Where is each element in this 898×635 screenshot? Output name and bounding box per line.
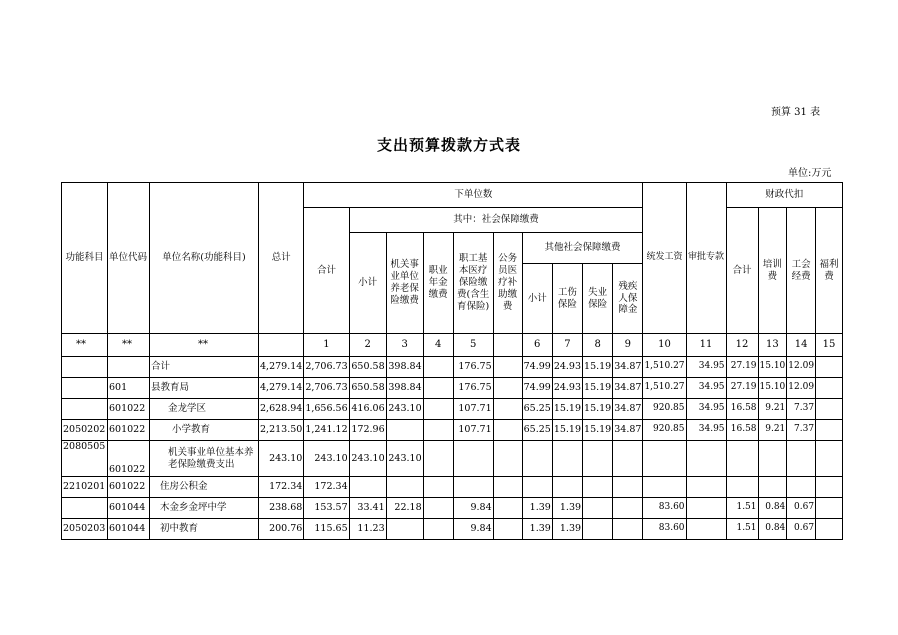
col-header-approval: 审批专款: [686, 183, 726, 334]
col-header-medical: 职工基本医疗保险缴费(含生育保险): [453, 233, 493, 334]
amount-cell: [583, 519, 613, 540]
amount-cell: 0.84: [758, 498, 787, 519]
amount-cell: [758, 477, 787, 498]
amount-cell: 243.10: [386, 441, 423, 477]
code-cell: [62, 357, 108, 378]
amount-cell: 9.84: [453, 498, 493, 519]
amount-cell: 15.19: [552, 420, 582, 441]
code-cell: 601022: [108, 399, 150, 420]
amount-cell: 1.39: [522, 498, 552, 519]
amount-cell: [686, 477, 726, 498]
amount-cell: 24.93: [552, 357, 582, 378]
col-header-allocation: 下单位数: [304, 183, 643, 208]
code-cell: [62, 378, 108, 399]
amount-cell: [726, 477, 758, 498]
index-cell: 13: [758, 334, 787, 357]
amount-cell: 0.84: [758, 519, 787, 540]
index-cell: 7: [552, 334, 582, 357]
code-cell: 2050202: [62, 420, 108, 441]
amount-cell: [643, 441, 686, 477]
index-cell: 1: [304, 334, 349, 357]
index-cell: [493, 334, 522, 357]
amount-cell: [816, 477, 843, 498]
table-row: [62, 357, 843, 378]
amount-cell: [686, 441, 726, 477]
amount-cell: 34.95: [686, 399, 726, 420]
amount-cell: 1,656.56: [304, 399, 349, 420]
amount-cell: [643, 477, 686, 498]
amount-cell: 1,510.27: [643, 357, 686, 378]
amount-cell: [423, 399, 453, 420]
page-title: 支出预算拨款方式表: [376, 136, 521, 154]
amount-cell: [349, 477, 386, 498]
amount-cell: 16.58: [726, 399, 758, 420]
index-cell: 15: [816, 334, 843, 357]
amount-cell: [493, 441, 522, 477]
index-cell: 5: [453, 334, 493, 357]
table-row: [62, 399, 843, 420]
budget-table-number: 预算 31 表: [771, 107, 821, 118]
col-header-training: 培训费: [758, 208, 787, 334]
amount-cell: [423, 477, 453, 498]
code-cell: [108, 357, 150, 378]
amount-cell: 416.06: [349, 399, 386, 420]
amount-cell: [816, 378, 843, 399]
amount-cell: [493, 519, 522, 540]
unit-name-cell: 木金乡金坪中学: [150, 498, 259, 519]
amount-cell: 33.41: [349, 498, 386, 519]
amount-cell: 153.57: [304, 498, 349, 519]
amount-cell: [816, 420, 843, 441]
amount-cell: [423, 420, 453, 441]
amount-cell: 16.58: [726, 420, 758, 441]
amount-cell: [613, 477, 643, 498]
amount-cell: 920.85: [643, 420, 686, 441]
index-cell: 6: [522, 334, 552, 357]
amount-cell: 27.19: [726, 378, 758, 399]
code-cell: 2210201: [62, 477, 108, 498]
col-header-welfare: 福利费: [816, 208, 843, 334]
amount-cell: 22.18: [386, 498, 423, 519]
amount-cell: [493, 399, 522, 420]
amount-cell: 200.76: [259, 519, 304, 540]
index-cell: 14: [787, 334, 816, 357]
index-cell: 4: [423, 334, 453, 357]
index-cell: 3: [386, 334, 423, 357]
amount-cell: [493, 378, 522, 399]
col-header-union: 工会经费: [787, 208, 816, 334]
amount-cell: 15.10: [758, 357, 787, 378]
amount-cell: [552, 441, 582, 477]
unit-name-cell: 住房公积金: [150, 477, 259, 498]
amount-cell: 74.99: [522, 378, 552, 399]
amount-cell: 15.19: [583, 399, 613, 420]
col-header-wages: 统发工资: [643, 183, 686, 334]
amount-cell: 4,279.14: [259, 378, 304, 399]
appropriation-table: [61, 182, 843, 540]
code-cell: [62, 399, 108, 420]
amount-cell: 1.51: [726, 498, 758, 519]
amount-cell: 34.95: [686, 357, 726, 378]
amount-cell: 2,213.50: [259, 420, 304, 441]
col-header-unit-code: 单位代码: [108, 183, 150, 334]
col-header-hj: 合计: [304, 208, 349, 334]
amount-cell: 7.37: [787, 399, 816, 420]
code-cell: 601044: [108, 498, 150, 519]
amount-cell: [613, 441, 643, 477]
amount-cell: 15.19: [583, 420, 613, 441]
index-cell: **: [108, 334, 150, 357]
amount-cell: [423, 378, 453, 399]
code-cell: 601022: [108, 420, 150, 441]
table-row: [62, 378, 843, 399]
amount-cell: [787, 477, 816, 498]
unit-name-cell: 机关事业单位基本养老保险缴费支出: [150, 441, 259, 477]
amount-cell: 24.93: [552, 378, 582, 399]
amount-cell: [816, 357, 843, 378]
table-row: [62, 441, 843, 477]
index-cell: **: [62, 334, 108, 357]
col-header-disabled: 残疾人保障金: [613, 264, 643, 334]
amount-cell: 83.60: [643, 498, 686, 519]
amount-cell: 83.60: [643, 519, 686, 540]
amount-cell: 172.96: [349, 420, 386, 441]
col-header-unemployment: 失业保险: [583, 264, 613, 334]
amount-cell: 0.67: [787, 519, 816, 540]
unit-name-cell: 小学教育: [150, 420, 259, 441]
index-cell: 12: [726, 334, 758, 357]
amount-cell: [583, 498, 613, 519]
amount-cell: 398.84: [386, 357, 423, 378]
amount-cell: 172.34: [259, 477, 304, 498]
code-cell: 2080505: [62, 441, 108, 477]
code-cell: 601044: [108, 519, 150, 540]
amount-cell: 1.51: [726, 519, 758, 540]
unit-name-cell: 合计: [150, 357, 259, 378]
code-cell: 601022: [108, 441, 150, 477]
amount-cell: 172.34: [304, 477, 349, 498]
col-header-annuity: 职业年金缴费: [423, 233, 453, 334]
amount-cell: [423, 519, 453, 540]
amount-cell: [726, 441, 758, 477]
amount-cell: 2,706.73: [304, 357, 349, 378]
col-header-func-subject: 功能科目: [62, 183, 108, 334]
col-header-injury: 工伤保险: [552, 264, 582, 334]
amount-cell: 115.65: [304, 519, 349, 540]
amount-cell: [522, 441, 552, 477]
index-cell: 9: [613, 334, 643, 357]
amount-cell: 74.99: [522, 357, 552, 378]
col-header-social: 其中：社会保障缴费: [349, 208, 643, 233]
amount-cell: 176.75: [453, 357, 493, 378]
amount-cell: 15.19: [583, 378, 613, 399]
amount-cell: 9.84: [453, 519, 493, 540]
amount-cell: 1.39: [522, 519, 552, 540]
col-header-civil-medical: 公务员医疗补助缴费: [493, 233, 522, 334]
code-cell: 601022: [108, 477, 150, 498]
amount-cell: [758, 441, 787, 477]
amount-cell: 1,241.12: [304, 420, 349, 441]
amount-cell: 12.09: [787, 357, 816, 378]
index-cell: 8: [583, 334, 613, 357]
amount-cell: 650.58: [349, 357, 386, 378]
table-row: [62, 477, 843, 498]
unit-label: 单位:万元: [788, 168, 832, 179]
amount-cell: [386, 477, 423, 498]
amount-cell: 107.71: [453, 420, 493, 441]
amount-cell: 7.37: [787, 420, 816, 441]
amount-cell: 15.19: [583, 357, 613, 378]
amount-cell: [816, 441, 843, 477]
amount-cell: [816, 399, 843, 420]
index-cell: **: [150, 334, 259, 357]
amount-cell: [552, 477, 582, 498]
code-cell: 601: [108, 378, 150, 399]
column-index-row: [62, 334, 843, 357]
amount-cell: [493, 357, 522, 378]
amount-cell: [423, 441, 453, 477]
amount-cell: [583, 441, 613, 477]
code-cell: 2050203: [62, 519, 108, 540]
amount-cell: 398.84: [386, 378, 423, 399]
amount-cell: [386, 519, 423, 540]
amount-cell: 176.75: [453, 378, 493, 399]
amount-cell: [787, 441, 816, 477]
amount-cell: 243.10: [386, 399, 423, 420]
amount-cell: [613, 498, 643, 519]
amount-cell: [493, 477, 522, 498]
amount-cell: 238.68: [259, 498, 304, 519]
table-row: [62, 498, 843, 519]
amount-cell: 15.19: [552, 399, 582, 420]
col-header-total: 总计: [259, 183, 304, 334]
amount-cell: 243.10: [349, 441, 386, 477]
amount-cell: 34.87: [613, 357, 643, 378]
unit-name-cell: 初中教育: [150, 519, 259, 540]
amount-cell: 34.87: [613, 399, 643, 420]
index-cell: [259, 334, 304, 357]
col-header-unit-name: 单位名称(功能科目): [150, 183, 259, 334]
amount-cell: 1.39: [552, 519, 582, 540]
amount-cell: 34.87: [613, 420, 643, 441]
amount-cell: [816, 498, 843, 519]
code-cell: [62, 498, 108, 519]
unit-name-cell: 县教育局: [150, 378, 259, 399]
amount-cell: [816, 519, 843, 540]
col-header-fiscal-withhold: 财政代扣: [726, 183, 843, 208]
amount-cell: [686, 498, 726, 519]
col-header-pension: 机关事业单位养老保险缴费: [386, 233, 423, 334]
index-cell: 11: [686, 334, 726, 357]
amount-cell: 107.71: [453, 399, 493, 420]
amount-cell: [386, 420, 423, 441]
amount-cell: 650.58: [349, 378, 386, 399]
amount-cell: [522, 477, 552, 498]
amount-cell: 34.95: [686, 420, 726, 441]
amount-cell: 243.10: [259, 441, 304, 477]
index-cell: 10: [643, 334, 686, 357]
amount-cell: 65.25: [522, 399, 552, 420]
amount-cell: 34.95: [686, 378, 726, 399]
amount-cell: 9.21: [758, 420, 787, 441]
amount-cell: 12.09: [787, 378, 816, 399]
table-row: [62, 420, 843, 441]
amount-cell: 2,628.94: [259, 399, 304, 420]
amount-cell: 15.10: [758, 378, 787, 399]
amount-cell: [613, 519, 643, 540]
table-row: [62, 519, 843, 540]
index-cell: 2: [349, 334, 386, 357]
col-header-other-subtotal: 小计: [522, 264, 552, 334]
amount-cell: 0.67: [787, 498, 816, 519]
col-header-fw-total: 合计: [726, 208, 758, 334]
amount-cell: [453, 441, 493, 477]
amount-cell: [583, 477, 613, 498]
unit-name-cell: 金龙学区: [150, 399, 259, 420]
amount-cell: 243.10: [304, 441, 349, 477]
amount-cell: 920.85: [643, 399, 686, 420]
amount-cell: 2,706.73: [304, 378, 349, 399]
amount-cell: 4,279.14: [259, 357, 304, 378]
amount-cell: 11.23: [349, 519, 386, 540]
amount-cell: [423, 357, 453, 378]
amount-cell: [423, 498, 453, 519]
amount-cell: 9.21: [758, 399, 787, 420]
amount-cell: [493, 420, 522, 441]
amount-cell: 1.39: [552, 498, 582, 519]
amount-cell: 27.19: [726, 357, 758, 378]
amount-cell: 34.87: [613, 378, 643, 399]
amount-cell: 1,510.27: [643, 378, 686, 399]
amount-cell: [686, 519, 726, 540]
col-header-subtotal: 小计: [349, 233, 386, 334]
amount-cell: [493, 498, 522, 519]
amount-cell: [453, 477, 493, 498]
amount-cell: 65.25: [522, 420, 552, 441]
col-header-other-social: 其他社会保障缴费: [522, 233, 643, 264]
